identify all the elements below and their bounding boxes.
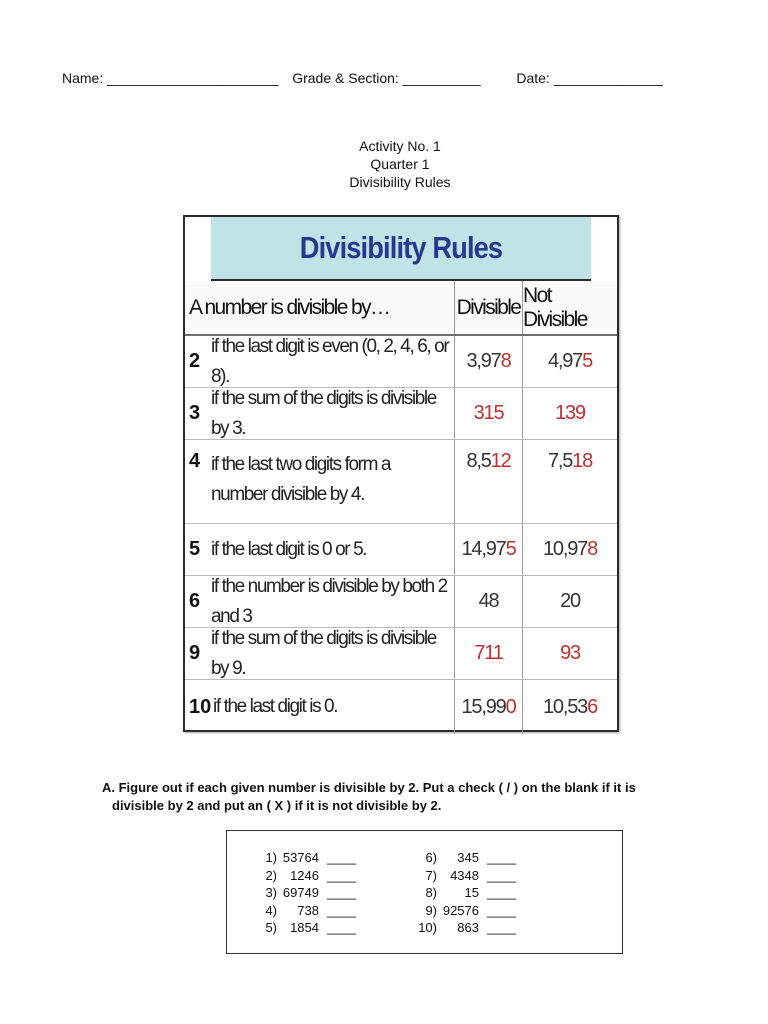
item-value: 1854 (290, 920, 319, 935)
exercise-box (226, 830, 623, 954)
rule-cell (185, 628, 455, 679)
exercise-item (415, 902, 516, 920)
not-divisible-cell (523, 336, 617, 387)
not-divisible-cell (523, 388, 617, 439)
table-body (185, 336, 617, 734)
item-value: 345 (457, 850, 479, 865)
item-value: 863 (457, 920, 479, 935)
rule-number: 6 (189, 590, 201, 612)
topic-title: Divisibility Rules (349, 174, 451, 190)
exercise-item (255, 884, 356, 902)
exercise-item (415, 919, 516, 937)
table-row (185, 576, 617, 628)
item-value: 4348 (450, 867, 479, 883)
table-row (185, 628, 617, 680)
exercise-column-right (415, 849, 516, 937)
not-divisible-cell (523, 576, 617, 627)
divisible-cell (455, 336, 523, 387)
divisible-example-prefix: 14,97 (461, 538, 506, 560)
item-value: 15 (464, 885, 479, 900)
rule-cell (185, 524, 455, 575)
divisibility-rules-table (183, 215, 619, 732)
divisible-example (474, 642, 502, 665)
not-divisible-example (543, 538, 597, 561)
divisible-example (474, 402, 504, 425)
item-value: 1246 (290, 867, 319, 883)
exercise-item (255, 867, 356, 885)
student-info-line (62, 70, 722, 86)
item-number: 7) (425, 867, 437, 883)
item-value: 53764 (282, 850, 319, 865)
not-divisible-example-prefix: 20 (560, 590, 580, 612)
item-value: 92576 (442, 902, 479, 918)
divisible-example (462, 696, 516, 719)
not-divisible-example-prefix: 4,97 (547, 350, 583, 372)
rule-cell (185, 576, 455, 627)
table-header-row (185, 281, 617, 336)
rule-number: 2 (189, 350, 201, 372)
rule-text: if the last two digits form a number divisible by 4. (211, 454, 391, 505)
date-field-label: Date: ______________ (516, 70, 663, 86)
divisible-example (462, 538, 516, 561)
divisible-cell (455, 388, 523, 439)
rule-text: if the last digit is 0. (213, 696, 338, 717)
exercise-item (415, 849, 516, 867)
rule-text: if the number is divisible by both 2 and 3 (211, 575, 447, 627)
item-number: 3) (265, 885, 277, 900)
rule-text: if the last digit is 0 or 5. (211, 538, 367, 560)
rule-text: if the sum of the digits is divisible by 3. (211, 387, 436, 439)
not-divisible-cell (523, 440, 617, 523)
not-divisible-example-highlight: 93 (560, 642, 580, 664)
not-divisible-cell (523, 628, 617, 679)
divisible-cell (455, 524, 523, 575)
answer-blank[interactable]: ____ (327, 920, 356, 935)
instruction-line-2: divisible by 2 and put an ( X ) if it is not divisible by 2. (112, 798, 442, 813)
divisible-example-prefix: 8,5 (466, 450, 491, 472)
divisible-example-highlight: 711 (474, 642, 503, 664)
answer-blank[interactable]: ____ (327, 902, 356, 918)
item-value: 69749 (282, 885, 319, 900)
not-divisible-example (560, 590, 580, 613)
item-number: 6) (425, 850, 437, 865)
table-title: Divisibility Rules (211, 217, 591, 281)
item-number: 2) (265, 867, 277, 883)
not-divisible-example-highlight: 139 (555, 402, 585, 424)
rule-number: 3 (189, 402, 201, 424)
instruction-line-1: A. Figure out if each given number is divisible by 2. Put a check ( / ) on the blank if it is (102, 780, 636, 795)
divisible-example (466, 450, 510, 473)
activity-number: Activity No. 1 (359, 138, 441, 154)
exercise-item (255, 849, 356, 867)
not-divisible-example-highlight: 5 (582, 350, 593, 372)
table-row (185, 680, 617, 734)
grade-section-field-label: Grade & Section: __________ (292, 70, 481, 86)
divisible-cell (455, 440, 523, 523)
instructions (102, 779, 742, 815)
divisible-example-prefix: 3,97 (466, 350, 501, 372)
divisible-example-highlight: 5 (505, 538, 516, 560)
answer-blank[interactable]: ____ (487, 867, 516, 883)
item-number: 10) (418, 920, 437, 935)
not-divisible-example-highlight: 6 (587, 695, 597, 718)
header-not-divisible: Not Divisible (523, 283, 587, 331)
rule-number: 5 (189, 538, 201, 560)
answer-blank[interactable]: ____ (327, 885, 356, 900)
divisible-cell (455, 680, 523, 734)
header-rule: A number is divisible by… (185, 281, 455, 334)
divisible-example-prefix: 15,99 (461, 695, 506, 718)
rule-cell (185, 336, 455, 387)
rule-cell (185, 388, 455, 439)
divisible-example-highlight: 315 (473, 402, 504, 424)
rule-text: if the sum of the digits is divisible by 9. (211, 627, 436, 679)
item-value: 738 (297, 902, 319, 918)
divisible-example-highlight: 8 (500, 350, 511, 372)
table-row (185, 524, 617, 576)
divisible-example (479, 590, 499, 613)
exercise-item (255, 919, 356, 937)
not-divisible-example (548, 350, 592, 373)
divisible-cell (455, 576, 523, 627)
activity-titles (0, 137, 768, 191)
not-divisible-cell (523, 680, 617, 734)
divisible-cell (455, 628, 523, 679)
not-divisible-example-prefix: 7,5 (547, 450, 573, 472)
rule-number: 9 (189, 642, 201, 664)
rule-number: 10 (189, 695, 212, 718)
answer-blank[interactable]: ____ (487, 885, 516, 900)
not-divisible-example-highlight: 8 (587, 538, 597, 560)
header-divisible: Divisible (455, 281, 523, 334)
table-row (185, 388, 617, 440)
quarter-label: Quarter 1 (370, 156, 430, 172)
divisible-example-prefix: 48 (478, 590, 499, 612)
answer-blank[interactable]: ____ (327, 850, 356, 865)
not-divisible-example (548, 450, 592, 473)
rule-cell (185, 440, 455, 523)
exercise-item (415, 884, 516, 902)
not-divisible-example (543, 696, 597, 719)
not-divisible-example-highlight: 18 (572, 450, 593, 472)
exercise-item (255, 902, 356, 920)
divisible-example-highlight: 12 (490, 450, 511, 472)
name-field-label: Name: ______________________ (62, 70, 279, 86)
table-row (185, 336, 617, 388)
table-row (185, 440, 617, 524)
item-number: 1) (265, 850, 277, 865)
answer-blank[interactable]: ____ (487, 902, 516, 918)
item-number: 5) (265, 920, 277, 935)
exercise-column-left (255, 849, 356, 937)
divisible-example (466, 350, 510, 373)
divisible-example-highlight: 0 (505, 695, 516, 718)
answer-blank[interactable]: ____ (327, 867, 356, 883)
item-number: 8) (425, 885, 437, 900)
exercise-item (415, 867, 516, 885)
not-divisible-example (560, 642, 580, 665)
item-number: 4) (265, 902, 277, 918)
rule-text: if the last digit is even (0, 2, 4, 6, or 8). (211, 335, 449, 387)
not-divisible-example (555, 402, 585, 425)
answer-blank[interactable]: ____ (487, 850, 516, 865)
rule-cell (185, 680, 455, 734)
not-divisible-example-prefix: 10,97 (543, 538, 588, 560)
rule-number: 4 (189, 450, 201, 472)
not-divisible-cell (523, 524, 617, 575)
answer-blank[interactable]: ____ (487, 920, 516, 935)
not-divisible-example-prefix: 10,53 (543, 695, 588, 718)
item-number: 9) (425, 902, 437, 918)
